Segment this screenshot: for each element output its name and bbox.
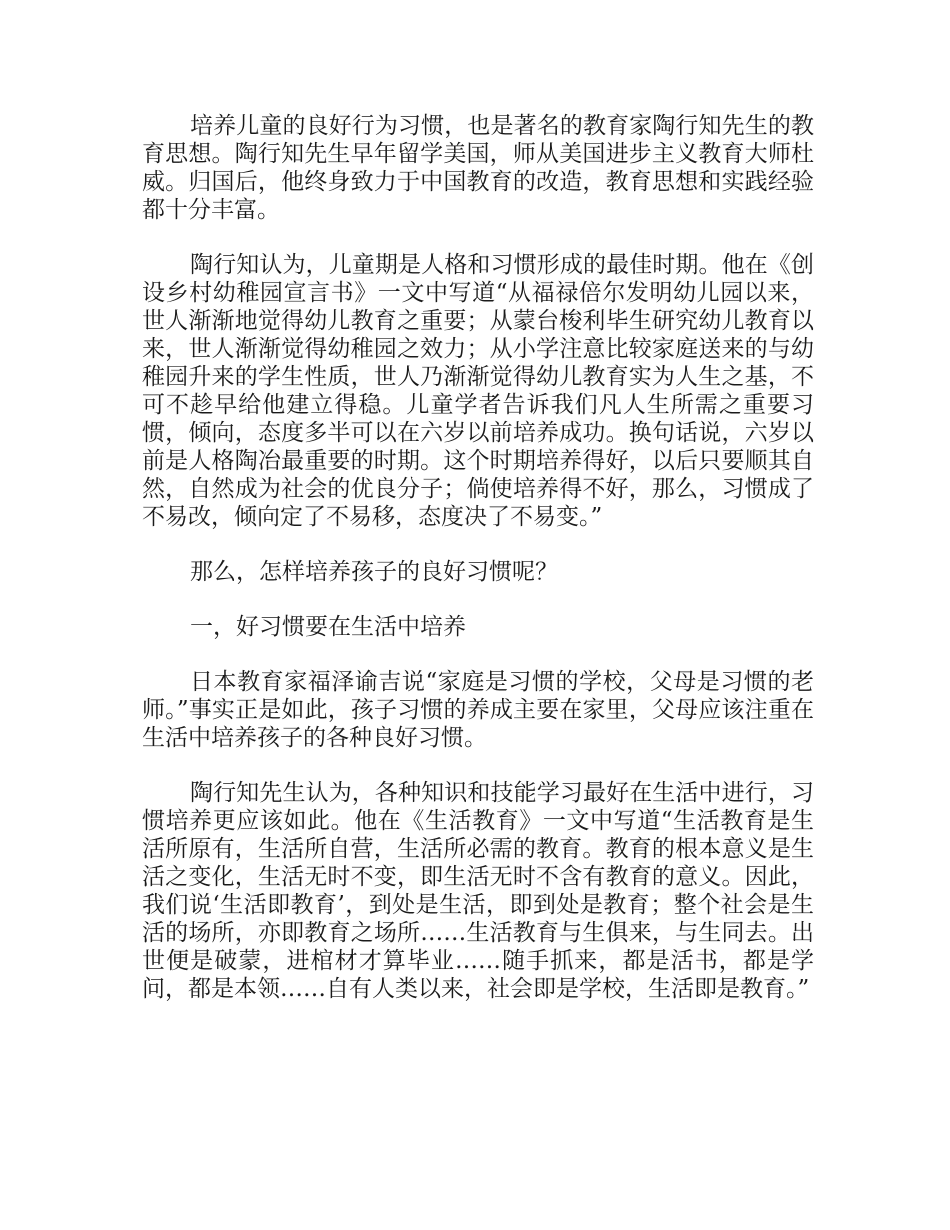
paragraph-family-school: 日本教育家福泽谕吉说“家庭是习惯的学校，父母是习惯的老师。”事实正是如此，孩子习惯的养成主要在家里，父母应该注重在生活中培养孩子的各种良好习惯。: [142, 669, 814, 751]
paragraph-childhood-quote: 陶行知认为，儿童期是人格和习惯形成的最佳时期。他在《创设乡村幼稚园宣言书》一文中写道“从福禄倍尔发明幼儿园以来，世人渐渐地觉得幼儿教育之重要；从蒙台梭利毕生研究幼儿教育以来，世人渐渐觉得幼稚园之效力；从小学注意比较家庭送来的与幼稚园升来的学生性质，世人乃渐渐觉得幼儿教育实为人生之基，不可不趁早给他建立得稳。儿童学者告诉我们凡人生所需之重要习惯，倾向，态度多半可以在六岁以前培养成功。换句话说，六岁以前是人格陶冶最重要的时期。这个时期培养得好，以后只要顺其自然，自然成为社会的优良分子；倘使培养得不好，那么，习惯成了不易改，倾向定了不易移，态度决了不易变。”: [142, 252, 814, 530]
document-page: [142, 112, 814, 1030]
paragraph-intro: 培养儿童的良好行为习惯，也是著名的教育家陶行知先生的教育思想。陶行知先生早年留学美国，师从美国进步主义教育大师杜威。归国后，他终身致力于中国教育的改造，教育思想和实践经验都十分丰富。: [142, 113, 814, 223]
section-heading-1: 一，好习惯要在生活中培养: [190, 614, 466, 640]
paragraph-question: 那么，怎样培养孩子的良好习惯呢？: [190, 559, 558, 585]
paragraph-life-education: 陶行知先生认为，各种知识和技能学习最好在生活中进行，习惯培养更应该如此。他在《生活教育》一文中写道“生活教育是生活所原有，生活所自营，生活所必需的教育。教育的根本意义是生活之变化，生活无时不变，即生活无时不含有教育的意义。因此，我们说‘生活即教育’，到处是生活，即到处是教育；整个社会是生活的场所，亦即教育之场所……生活教育与生俱来，与生同去。出世便是破蒙，进棺材才算毕业……随手抓来，都是活书，都是学问，都是本领……自有人类以来，社会即是学校，生活即是教育。”: [142, 780, 814, 1002]
